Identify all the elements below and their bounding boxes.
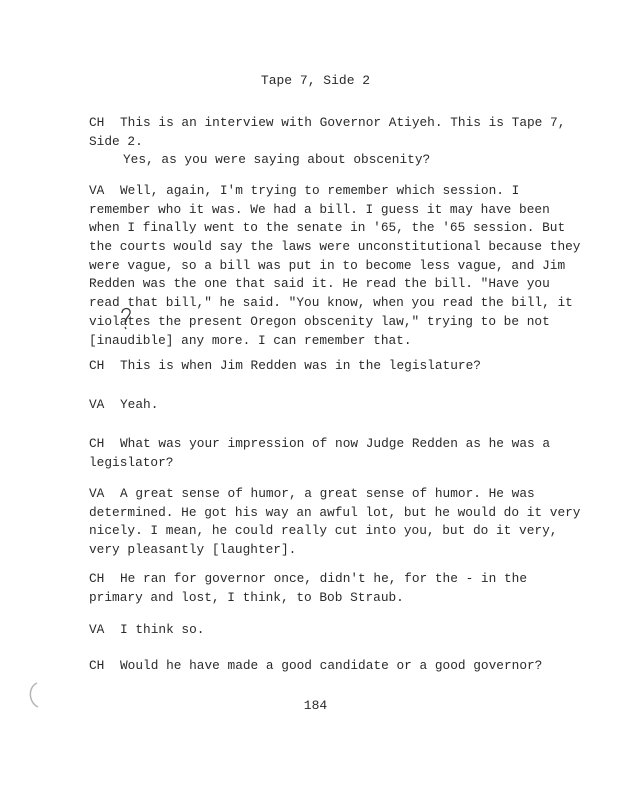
text-line: CH This is an interview with Governor Atiyeh. This is Tape 7, [89,114,599,133]
speaker-label: CH [89,658,105,673]
text-line: CH What was your impression of now Judge Redden as he was a [89,435,599,454]
speaker-label: CH [89,115,105,130]
exchange-ch-2 [89,357,599,376]
speaker-label: CH [89,358,105,373]
speaker-label: CH [89,571,105,586]
text-line: Redden was the one that said it. He read the bill. "Have you [89,276,550,292]
speaker-label: CH [89,436,105,451]
text-line: VA Well, again, I'm trying to remember which session. I [89,182,599,201]
exchange-ch-1 [89,114,599,170]
text-line: determined. He got his way an awful lot, but he would do it very [89,504,581,520]
text-line: very pleasantly [laughter]. [89,542,297,558]
binder-hole-mark [26,682,40,708]
text-line: remember who it was. We had a bill. I guess it may have been [89,201,550,217]
page-number: 184 [303,698,328,713]
speaker-label: VA [89,183,105,198]
text-line: nicely. I mean, he could really cut into you, but do it very, [89,523,558,539]
text-line: the courts would say the laws were unconstitutional because they [89,239,581,255]
text-line: legislator? [89,454,174,470]
text-line: CH Would he have made a good candidate or a good governor? [89,657,599,676]
text-line: read that bill," he said. "You know, when you read the bill, it [89,295,573,311]
speaker-label: VA [89,622,105,637]
page-header: Tape 7, Side 2 [260,73,371,88]
text-line: were vague, so a bill was put in to become less vague, and Jim [89,257,566,273]
exchange-ch-3 [89,435,599,472]
text-line: CH This is when Jim Redden was in the legislature? [89,357,599,376]
text-line: VA A great sense of humor, a great sense of humor. He was [89,485,599,504]
speaker-label: VA [89,397,105,412]
exchange-ch-4 [89,570,599,607]
text-line: Side 2. [89,133,143,149]
text-line: CH He ran for governor once, didn't he, for the - in the [89,570,599,589]
text-line: [inaudible] any more. I can remember that. [89,332,412,348]
exchange-va-4 [89,621,599,640]
handwritten-correction-mark [118,305,134,331]
text-line: when I finally went to the senate in '65, the '65 session. But [89,220,566,236]
exchange-va-3 [89,485,599,560]
text-line: Yes, as you were saying about obscenity? [123,152,431,168]
text-line: violates the present Oregon obscenity law," trying to be not [89,313,550,329]
exchange-va-2 [89,396,599,415]
text-line: primary and lost, I think, to Bob Straub. [89,589,404,605]
text-line: VA Yeah. [89,396,599,415]
exchange-va-1 [89,182,599,350]
speaker-label: VA [89,486,105,501]
text-line: VA I think so. [89,621,599,640]
exchange-ch-5 [89,657,599,676]
